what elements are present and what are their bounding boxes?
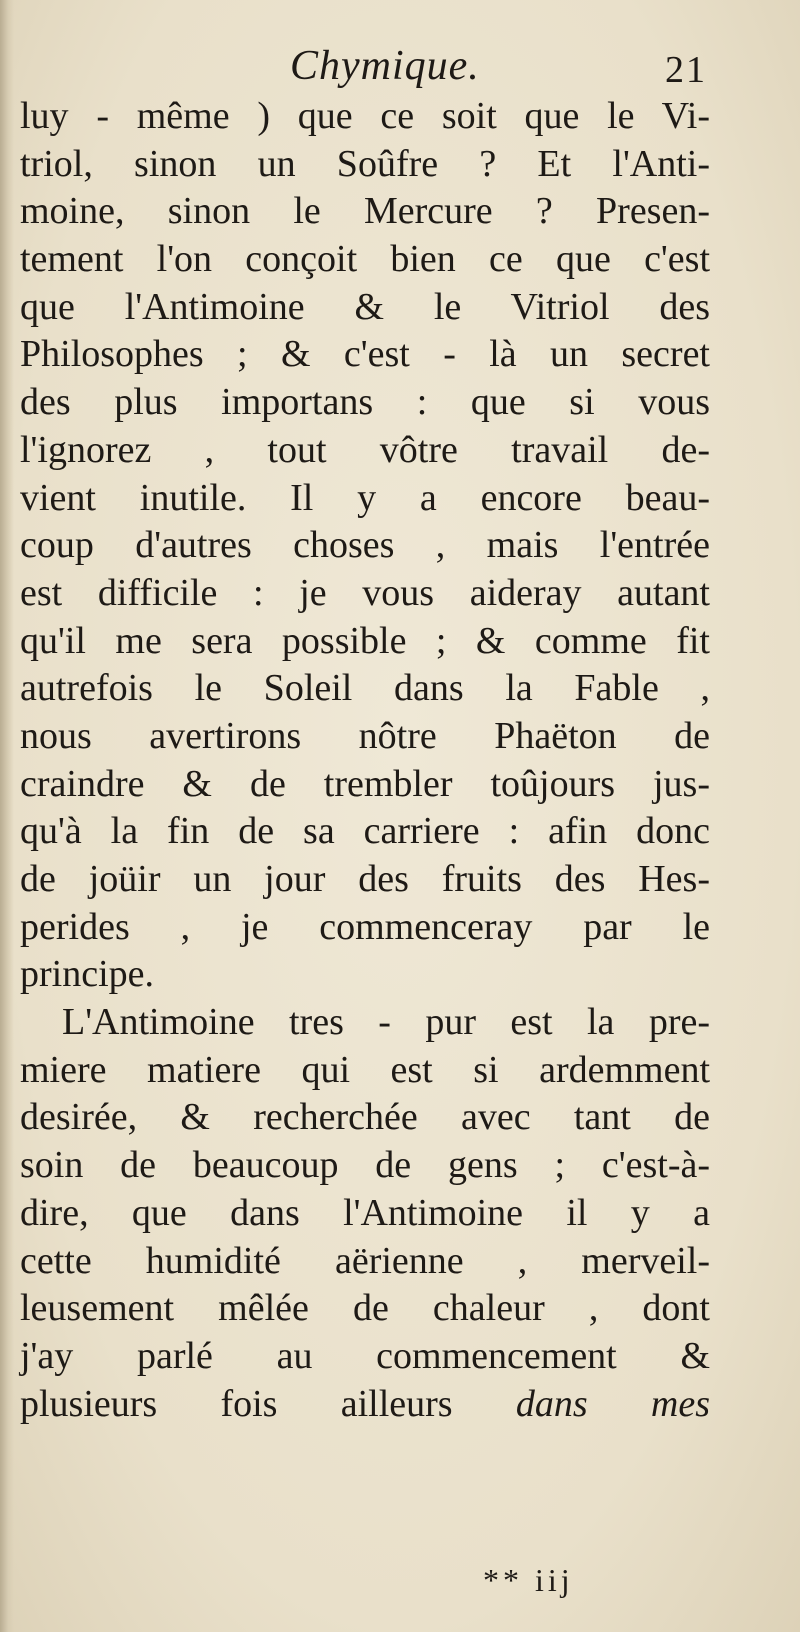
running-head: Chymique.: [290, 43, 480, 89]
text-line: coup d'autres choses , mais l'entrée: [20, 524, 710, 567]
text-line: des plus importans : que si vous: [20, 381, 710, 424]
page-number: 21: [665, 49, 707, 91]
text-line: miere matiere qui est si ardemment: [20, 1048, 710, 1091]
text-line: tement l'on conçoit bien ce que c'est: [20, 238, 710, 281]
text-line: que l'Antimoine & le Vitriol des: [20, 285, 710, 328]
text-line: leusement mêlée de chaleur , dont: [20, 1287, 710, 1330]
text-line: luy - même ) que ce soit que le Vi-: [20, 95, 710, 137]
text-line: desirée, & recherchée avec tant de: [20, 1096, 710, 1139]
page-gutter-shadow: [0, 0, 14, 1632]
text-line: Philosophes ; & c'est - là un secret: [20, 333, 710, 376]
text-line: L'Antimoine tres - pur est la pre-: [62, 1001, 710, 1044]
text-line: de joüir un jour des fruits des Hes-: [20, 858, 710, 900]
text-line: vient inutile. Il y a encore beau-: [20, 476, 710, 519]
text-line: craindre & de trembler toûjours jus-: [20, 762, 710, 805]
text-line: triol, sinon un Soûfre ? Et l'Anti-: [20, 142, 710, 185]
text-line: qu'il me sera possible ; & comme fit: [20, 619, 710, 662]
catchword: dans mes: [515, 1382, 711, 1425]
signature-mark: ** iij: [483, 1562, 574, 1598]
text-line-roman: plusieurs fois ailleurs: [20, 1382, 453, 1425]
text-line: perides , je commenceray par le: [20, 905, 710, 948]
text-line: j'ay parlé au commencement &: [20, 1334, 710, 1377]
text-line: dire, que dans l'Antimoine il y a: [20, 1191, 710, 1234]
text-line: moine, sinon le Mercure ? Presen-: [20, 190, 710, 233]
text-line: soin de beaucoup de gens ; c'est-à-: [20, 1144, 710, 1187]
text-line-final: [20, 1381, 710, 1429]
text-line: qu'à la fin de sa carriere : afin donc: [20, 810, 710, 853]
text-line: principe.: [20, 953, 155, 996]
text-line: l'ignorez , tout vôtre travail de-: [20, 428, 710, 471]
body-text: [20, 93, 710, 1428]
text-line: est difficile : je vous aideray autant: [20, 571, 710, 614]
text-line: nous avertirons nôtre Phaëton de: [20, 714, 710, 757]
text-line: cette humidité aërienne , merveil-: [20, 1239, 710, 1282]
text-line: autrefois le Soleil dans la Fable ,: [20, 667, 710, 710]
